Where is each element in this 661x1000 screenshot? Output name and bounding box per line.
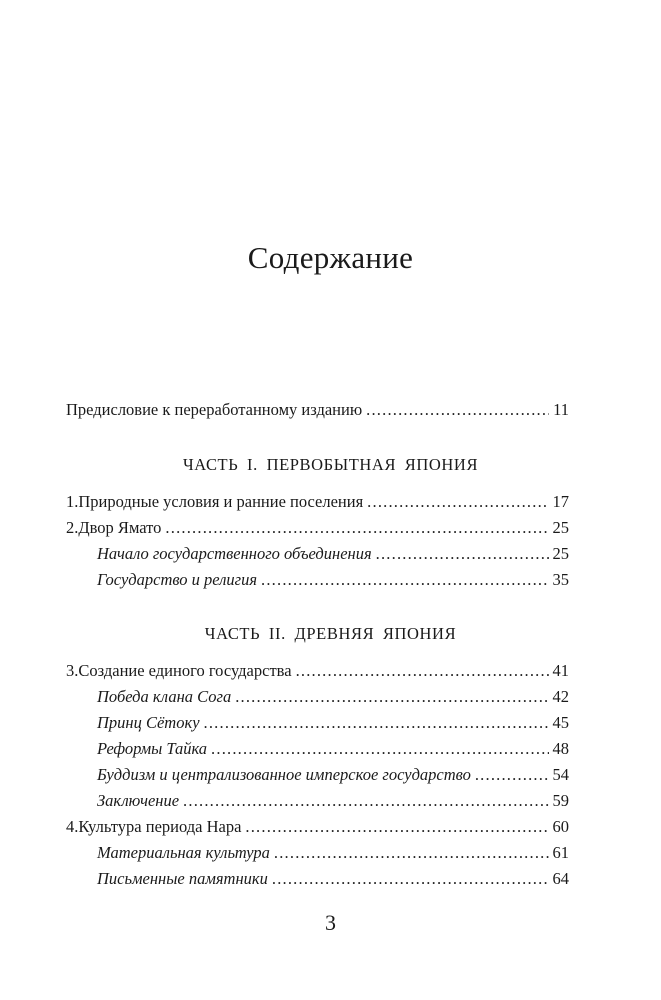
toc-chapter[interactable] bbox=[66, 661, 569, 681]
toc-entry-page: 25 bbox=[552, 544, 569, 563]
dot-leader bbox=[165, 518, 548, 538]
toc-section[interactable] bbox=[97, 544, 569, 564]
toc-entry-page: 25 bbox=[552, 518, 569, 537]
toc-section[interactable] bbox=[97, 791, 569, 811]
dot-leader bbox=[296, 661, 549, 681]
toc-entry-text: Начало государственного объединения bbox=[97, 544, 372, 563]
page-number: 3 bbox=[325, 910, 336, 935]
toc-section[interactable] bbox=[97, 739, 569, 759]
toc-entry-text: Создание единого государства bbox=[78, 661, 292, 680]
toc-section[interactable] bbox=[97, 713, 569, 733]
toc-section[interactable] bbox=[97, 869, 569, 889]
page-title: Содержание bbox=[247, 240, 414, 275]
dot-leader bbox=[366, 400, 549, 420]
toc-entry-text: Принц Сётоку bbox=[97, 713, 200, 732]
dot-leader bbox=[272, 869, 549, 889]
toc-entry-text: Материальная культура bbox=[97, 843, 270, 862]
toc-entry-text: Культура периода Нара bbox=[78, 817, 242, 836]
toc-entry-text: Предисловие к переработанному изданию bbox=[66, 400, 363, 419]
toc-entry-page: 17 bbox=[552, 492, 569, 511]
toc-chapter[interactable] bbox=[66, 817, 569, 837]
dot-leader bbox=[204, 713, 549, 733]
toc-entry-page: 45 bbox=[552, 713, 569, 732]
dot-leader bbox=[183, 791, 548, 811]
toc-entry-text: Письменные памятники bbox=[97, 869, 268, 888]
toc-chapter[interactable] bbox=[66, 518, 569, 538]
chapter-number: 4. bbox=[66, 817, 79, 836]
toc-entry-page: 41 bbox=[552, 661, 569, 680]
toc-entry-page: 64 bbox=[552, 869, 569, 888]
toc-entry-page: 35 bbox=[552, 570, 569, 589]
toc-entry-page: 54 bbox=[552, 765, 569, 784]
toc-entry-page: 59 bbox=[552, 791, 569, 810]
toc-entry-text: Двор Ямато bbox=[78, 518, 162, 537]
dot-leader bbox=[376, 544, 549, 564]
dot-leader bbox=[261, 570, 548, 590]
toc-entry-page: 60 bbox=[552, 817, 569, 836]
dot-leader bbox=[475, 765, 549, 785]
chapter-number: 2. bbox=[66, 518, 79, 537]
toc-entry-page: 61 bbox=[552, 843, 569, 862]
toc-entry-text: Буддизм и централизованное имперское государство bbox=[97, 765, 471, 784]
toc-chapter[interactable] bbox=[66, 492, 569, 512]
toc-entry-text: Заключение bbox=[97, 791, 180, 810]
dot-leader bbox=[274, 843, 549, 863]
part-heading-2: ЧАСТЬ II. ДРЕВНЯЯ ЯПОНИЯ bbox=[204, 624, 457, 643]
toc-entry-text: Реформы Тайка bbox=[97, 739, 208, 758]
toc-entry-text: Государство и религия bbox=[97, 570, 258, 589]
toc-section[interactable] bbox=[97, 570, 569, 590]
dot-leader bbox=[235, 687, 548, 707]
toc-entry-text: Природные условия и ранние поселения bbox=[78, 492, 364, 511]
dot-leader bbox=[245, 817, 548, 837]
toc-entry-preface[interactable] bbox=[66, 400, 569, 420]
toc-entry-page: 42 bbox=[552, 687, 569, 706]
toc-entry-text: Победа клана Сога bbox=[97, 687, 232, 706]
toc-section[interactable] bbox=[97, 765, 569, 785]
chapter-number: 3. bbox=[66, 661, 79, 680]
toc-entry-page: 48 bbox=[552, 739, 569, 758]
toc-entry-page: 11 bbox=[553, 400, 569, 419]
dot-leader bbox=[367, 492, 548, 512]
part-heading-1: ЧАСТЬ I. ПЕРВОБЫТНАЯ ЯПОНИЯ bbox=[182, 455, 479, 474]
toc-section[interactable] bbox=[97, 843, 569, 863]
toc-section[interactable] bbox=[97, 687, 569, 707]
chapter-number: 1. bbox=[66, 492, 79, 511]
dot-leader bbox=[211, 739, 548, 759]
